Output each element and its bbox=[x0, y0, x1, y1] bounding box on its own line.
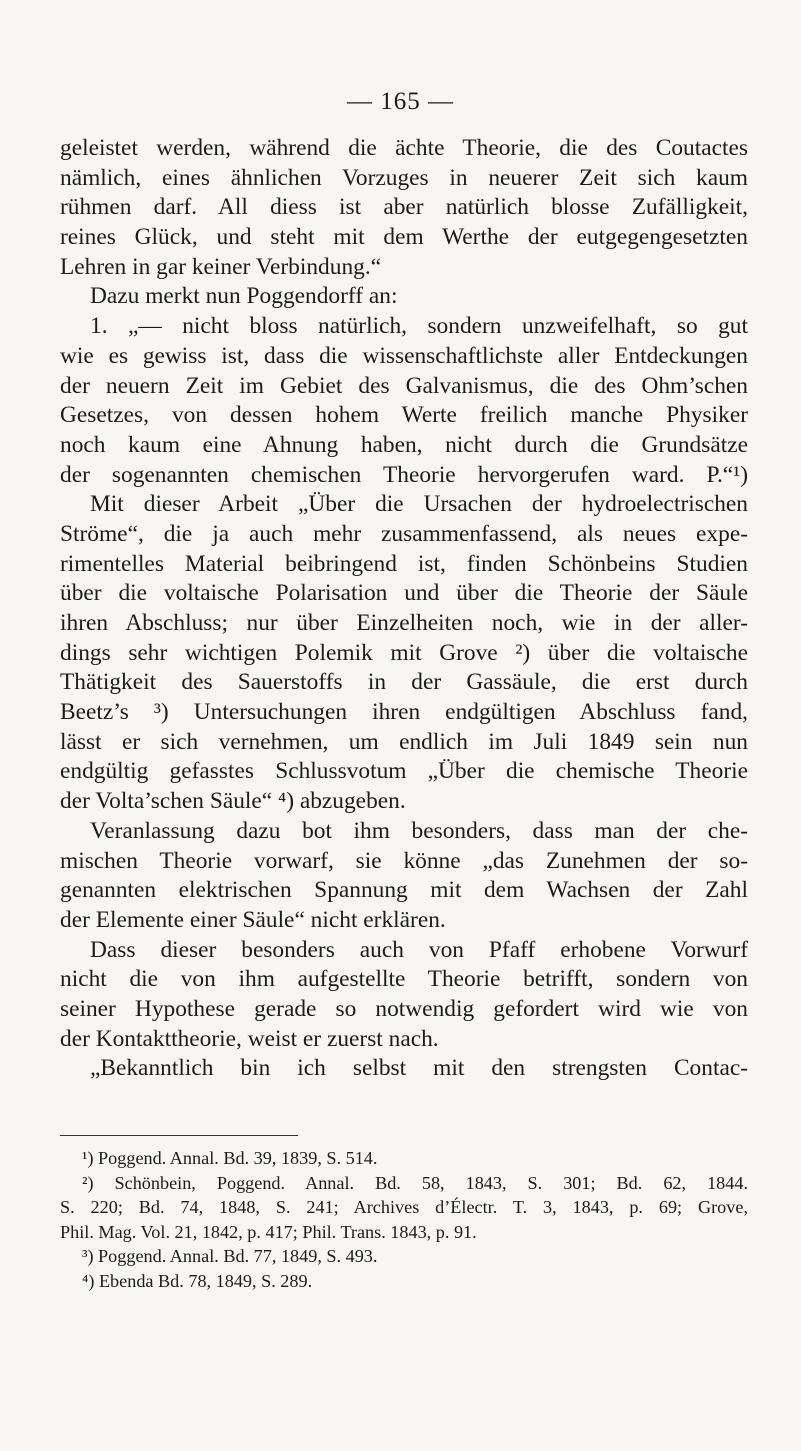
footnote-line: ³) Poggend. Annal. Bd. 77, 1849, S. 493. bbox=[82, 1246, 378, 1266]
text-line: noch kaum eine Ahnung haben, nicht durch die Grundsätze bbox=[60, 431, 748, 458]
footnote-line: Phil. Mag. Vol. 21, 1842, p. 417; Phil. Trans. 1843, p. 91. bbox=[60, 1221, 477, 1242]
text-line: Mit dieser Arbeit „Über die Ursachen der hydroelectrischen bbox=[90, 491, 748, 518]
text-line: der Volta’schen Säule“ ⁴) abzugeben. bbox=[60, 788, 406, 815]
footnote-line: ²) Schönbein, Poggend. Annal. Bd. 58, 1843, S. 301; Bd. 62, 1844. bbox=[82, 1172, 748, 1193]
footnote-line: ⁴) Ebenda Bd. 78, 1849, S. 289. bbox=[82, 1270, 313, 1291]
footnote-line: ¹) Poggend. Annal. Bd. 39, 1839, S. 514. bbox=[82, 1148, 378, 1168]
footnote-line: S. 220; Bd. 74, 1848, S. 241; Archives d’Électr. T. 3, 1843, p. 69; Grove, bbox=[60, 1197, 748, 1217]
text-line: nämlich, eines ähnlichen Vorzuges in neuerer Zeit sich kaum bbox=[60, 164, 748, 191]
body-text bbox=[60, 134, 748, 1084]
text-line: Dass dieser besonders auch von Pfaff erhobene Vorwurf bbox=[90, 936, 748, 963]
text-line: Dazu merkt nun Poggendorff an: bbox=[90, 283, 398, 310]
text-line: Veranlassung dazu bot ihm besonders, dass man der che- bbox=[90, 817, 748, 844]
text-line: Gesetzes, von dessen hohem Werte freilich manche Physiker bbox=[60, 402, 748, 429]
text-line: rühmen darf. All diess ist aber natürlich blosse Zufälligkeit, bbox=[60, 194, 748, 221]
text-line: nicht die von ihm aufgestellte Theorie betrifft, sondern von bbox=[60, 966, 748, 993]
text-line: Lehren in gar keiner Verbindung.“ bbox=[60, 253, 382, 280]
text-line: geleistet werden, während die ächte Theorie, die des Coutactes bbox=[60, 135, 748, 161]
footnote-divider bbox=[60, 1135, 298, 1136]
text-line: über die voltaische Polarisation und über die Theorie der Säule bbox=[60, 580, 748, 607]
text-line: der neuern Zeit im Gebiet des Galvanismus, die des Ohm’schen bbox=[60, 372, 748, 399]
footnotes bbox=[60, 1146, 748, 1293]
text-line: Ströme“, die ja auch mehr zusammenfassend, als neues expe- bbox=[60, 520, 748, 547]
text-line: der sogenannten chemischen Theorie hervorgerufen ward. P.“¹) bbox=[60, 461, 748, 488]
text-line: endgültig gefasstes Schlussvotum „Über die chemische Theorie bbox=[60, 758, 748, 785]
text-line: dings sehr wichtigen Polemik mit Grove ²) über die voltaische bbox=[60, 639, 748, 666]
text-line: „Bekanntlich bin ich selbst mit den strengsten Contac- bbox=[90, 1055, 748, 1082]
text-line: Beetz’s ³) Untersuchungen ihren endgültigen Abschluss fand, bbox=[60, 699, 748, 726]
text-line: mischen Theorie vorwarf, sie könne „das Zunehmen der so- bbox=[60, 847, 748, 874]
text-line: der Elemente einer Säule“ nicht erklären. bbox=[60, 906, 446, 933]
text-line: wie es gewiss ist, dass die wissenschaftlichste aller Entdeckungen bbox=[60, 342, 748, 369]
text-line: der Kontakttheorie, weist er zuerst nach. bbox=[60, 1025, 439, 1052]
text-line: ihren Abschluss; nur über Einzelheiten noch, wie in der aller- bbox=[60, 610, 748, 636]
text-line: genannten elektrischen Spannung mit dem Wachsen der Zahl bbox=[60, 877, 748, 904]
text-line: rimentelles Material beibringend ist, finden Schönbeins Studien bbox=[60, 550, 748, 577]
text-line: seiner Hypothese gerade so notwendig gefordert wird wie von bbox=[60, 995, 748, 1022]
text-line: 1. „— nicht bloss natürlich, sondern unzweifelhaft, so gut bbox=[90, 313, 748, 340]
text-line: reines Glück, und steht mit dem Werthe der eutgegengesetzten bbox=[60, 224, 748, 251]
text-line: lässt er sich vernehmen, um endlich im Juli 1849 sein nun bbox=[60, 728, 748, 755]
text-line: Thätigkeit des Sauerstoffs in der Gassäule, die erst durch bbox=[60, 669, 748, 696]
page-number: — 165 — bbox=[347, 88, 454, 115]
